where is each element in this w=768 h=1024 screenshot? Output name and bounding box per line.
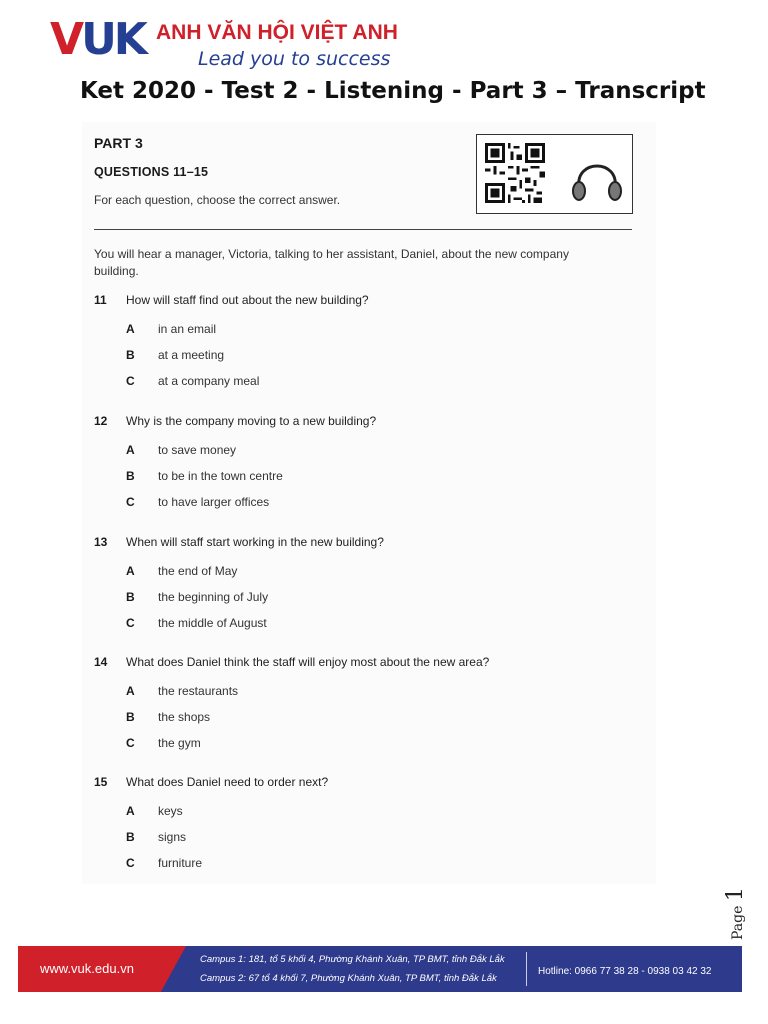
- listening-intro: You will hear a manager, Victoria, talking to her assistant, Daniel, about the new company building.: [94, 247, 569, 278]
- headphones-icon: [567, 147, 627, 207]
- option-letter: C: [126, 495, 135, 509]
- option-text: to save money: [158, 443, 237, 457]
- question-number: 14: [94, 655, 108, 669]
- page-label: Page: [730, 905, 746, 940]
- option-text: to be in the town centre: [158, 469, 283, 483]
- page-title: Ket 2020 - Test 2 - Listening - Part 3 – Transcript: [80, 78, 706, 104]
- option-text: at a meeting: [158, 348, 225, 362]
- page-number-value: 1: [723, 887, 748, 902]
- option-letter: C: [126, 856, 135, 870]
- vuk-logo: [50, 14, 145, 70]
- brand-slogan: Lead you to success: [198, 48, 391, 70]
- option-letter: B: [126, 710, 135, 724]
- option-text: the end of May: [158, 564, 238, 578]
- qr-code-icon: [485, 143, 545, 203]
- question-number: 11: [94, 293, 107, 307]
- option-letter: A: [126, 443, 135, 457]
- option-letter: C: [126, 736, 135, 750]
- instruction-text: For each question, choose the correct answer.: [94, 193, 341, 207]
- option-letter: C: [126, 616, 135, 630]
- option-text: keys: [158, 804, 183, 818]
- question-text: Why is the company moving to a new building?: [126, 414, 377, 428]
- question-number: 13: [94, 535, 108, 549]
- option-letter: B: [126, 469, 135, 483]
- footer-bar: [18, 946, 742, 992]
- exam-scan: [82, 122, 656, 884]
- option-text: the beginning of July: [158, 590, 269, 604]
- divider: [94, 229, 632, 230]
- audio-box: [476, 134, 633, 214]
- brand-name: ANH VĂN HỘI VIỆT ANH: [156, 21, 398, 44]
- logo-letters-uk: UK: [81, 14, 145, 65]
- option-text: to have larger offices: [158, 495, 270, 509]
- footer-divider: [526, 952, 527, 986]
- option-letter: A: [126, 684, 135, 698]
- website-link[interactable]: www.vuk.edu.vn: [40, 961, 134, 976]
- question-number: 15: [94, 775, 108, 789]
- page-number: [723, 887, 755, 940]
- question-text: What does Daniel need to order next?: [126, 775, 329, 789]
- option-letter: A: [126, 322, 135, 336]
- option-text: at a company meal: [158, 374, 260, 388]
- logo-letter-v: V: [50, 14, 82, 65]
- option-text: the shops: [158, 710, 211, 724]
- option-letter: A: [126, 804, 135, 818]
- option-text: the middle of August: [158, 616, 267, 630]
- campus-2-address: Campus 2: 67 tổ 4 khối 7, Phường Khánh Xuân, TP BMT, tỉnh Đắk Lắk: [200, 973, 497, 984]
- questions-range: QUESTIONS 11–15: [94, 165, 209, 179]
- option-text: the gym: [158, 736, 201, 750]
- option-text: in an email: [158, 322, 217, 336]
- question-number: 12: [94, 414, 108, 428]
- campus-1-address: Campus 1: 181, tổ 5 khối 4, Phường Khánh Xuân, TP BMT, tỉnh Đắk Lắk: [200, 954, 505, 965]
- part-heading: PART 3: [94, 135, 143, 151]
- option-text: furniture: [158, 856, 203, 870]
- question-text: When will staff start working in the new building?: [126, 535, 384, 549]
- option-letter: B: [126, 348, 135, 362]
- question-text: What does Daniel think the staff will enjoy most about the new area?: [126, 655, 490, 669]
- option-text: the restaurants: [158, 684, 239, 698]
- option-letter: A: [126, 564, 135, 578]
- option-text: signs: [158, 830, 187, 844]
- option-letter: C: [126, 374, 135, 388]
- option-letter: B: [126, 830, 135, 844]
- option-letter: B: [126, 590, 135, 604]
- question-text: How will staff find out about the new building?: [126, 293, 369, 307]
- hotline: Hotline: 0966 77 38 28 - 0938 03 42 32: [538, 966, 712, 977]
